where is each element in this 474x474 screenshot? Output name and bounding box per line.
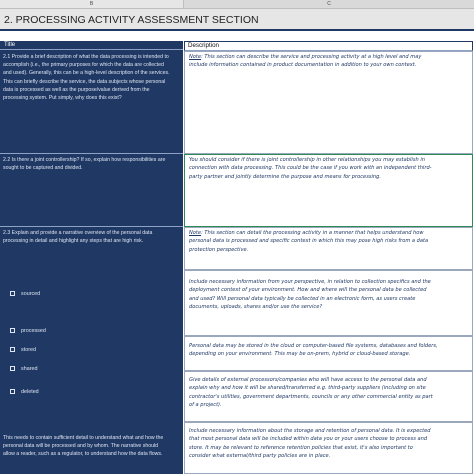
checkbox-icon bbox=[10, 328, 15, 333]
bullet-sourced: sourced bbox=[10, 291, 40, 298]
row-2-2-description-cell[interactable] bbox=[184, 154, 473, 227]
row-2-1-title-line: This can briefly describe the service, the data subjects whose personal bbox=[3, 78, 166, 85]
sharing-description-line: of a project). bbox=[189, 402, 222, 409]
narrative-guidance-line: personal data will be processed and by whom. The narrative should bbox=[3, 443, 159, 450]
narrative-guidance-line: This needs to contain sufficient detail to understand what and how the bbox=[3, 435, 164, 441]
collection-description-line: deployment context of your environment. How and where will the personal data be collected bbox=[189, 287, 427, 294]
collection-description-line: documents, uploads, shares and/or use the service? bbox=[189, 304, 323, 311]
retention-description-line: that most personal data will be included within data you or your users choose to process and bbox=[189, 436, 428, 443]
retention-description-cell[interactable] bbox=[184, 422, 473, 474]
row-2-1-description-cell[interactable] bbox=[184, 51, 473, 154]
note-label: Note bbox=[189, 54, 202, 60]
bullet-stored: stored bbox=[10, 347, 36, 354]
storage-description-line: depending on your environment. This may be on-prem, hybrid or cloud-based storage. bbox=[189, 351, 411, 358]
column-header-b[interactable]: B bbox=[0, 0, 184, 9]
retention-description-line: store. It may be relevant to reference retention policies that exist, it's also important to bbox=[189, 444, 413, 451]
row-2-1-description-line: Note: This section can describe the service and processing activity at a high level and may bbox=[189, 54, 422, 60]
row-2-2-description-line: You should consider if there is joint controllership in other relationships you may establish in bbox=[189, 157, 425, 163]
retention-description-line: Include necessary information about the storage and retention of personal data. It is expected bbox=[189, 428, 431, 434]
checkbox-icon bbox=[10, 347, 15, 352]
row-2-1-title-line: processing system. Put simply, why does this exist? bbox=[3, 95, 122, 102]
row-2-2-title-line: sought to be captured and divided. bbox=[3, 165, 83, 172]
checkbox-icon bbox=[10, 389, 15, 394]
row-2-3-description-line: personal data is processed and specific context in which this may pose high risks from a data bbox=[189, 238, 429, 245]
row-2-3-description-cell[interactable] bbox=[184, 227, 473, 270]
collection-description-line: and used? Will personal data typically be collected in an electronic form, as users create bbox=[189, 295, 416, 302]
sharing-description-cell[interactable] bbox=[184, 371, 473, 422]
section-title[interactable]: 2. PROCESSING ACTIVITY ASSESSMENT SECTION bbox=[0, 9, 474, 31]
row-2-2-description-line: party partner and jointly determine the purpose and means for processing. bbox=[189, 173, 381, 180]
note-label: Note bbox=[189, 230, 202, 236]
row-2-2-title-line: 2.2 Is there a joint controllership? If so, explain how responsibilities are bbox=[3, 157, 166, 163]
row-2-1-title-line: 2.1 Provide a brief description of what the data processing is intended to bbox=[3, 54, 169, 60]
bullet-processed: processed bbox=[10, 328, 46, 335]
row-2-3-title-line: processing in detail and highlight any steps that are high risk. bbox=[3, 238, 144, 245]
sharing-description-line: Give details of external processors/companies who will have access to the personal data and bbox=[189, 377, 427, 383]
collection-description-cell[interactable] bbox=[184, 270, 473, 336]
checkbox-icon bbox=[10, 291, 15, 296]
row-2-2-title-cell[interactable] bbox=[0, 154, 183, 227]
retention-description-line: consider what external/third party policies are in place. bbox=[189, 453, 331, 460]
spacer-row bbox=[0, 33, 474, 41]
narrative-guidance-text bbox=[0, 432, 183, 474]
collection-description-line: Include necessary information from your perspective, in relation to collection specifics and the bbox=[189, 279, 431, 285]
row-2-3-description-line: protection perspective. bbox=[189, 246, 249, 253]
title-column-header[interactable]: Title bbox=[0, 41, 183, 50]
row-2-2-description-line: connection with data processing. This could be the case if you work with an independent third- bbox=[189, 165, 432, 172]
storage-description-line: Personal data may be stored in the cloud or computer-based file systems, databases and folders, bbox=[189, 343, 438, 349]
row-2-1-title-line: accomplish (i.e., the primary purposes for which the data are collected bbox=[3, 62, 164, 69]
narrative-guidance-line: allow a reader, such as a regulator, to understand how the data flows. bbox=[3, 451, 163, 458]
column-header-c[interactable]: C bbox=[184, 0, 474, 9]
description-column-header[interactable]: Description bbox=[184, 41, 473, 51]
bullet-shared: shared bbox=[10, 366, 37, 373]
row-2-1-title-cell[interactable] bbox=[0, 51, 183, 154]
checkbox-icon bbox=[10, 366, 15, 371]
row-2-1-title-line: and used). Generally, this can be a high-level description of the services. bbox=[3, 70, 170, 77]
sharing-description-line: contractor's utilities, government departments, councils or any other commercial entity as part bbox=[189, 393, 433, 400]
row-2-1-description-line: include information contained in product documentation in addition to your own context. bbox=[189, 62, 417, 69]
sharing-description-line: explain why and how it will be shared/transferred e.g. third-party suppliers (including on site bbox=[189, 385, 426, 392]
storage-description-cell[interactable] bbox=[184, 336, 473, 371]
bullet-deleted: deleted bbox=[10, 389, 39, 396]
row-2-1-title-line: data is processed as well as the purpose/value derived from the bbox=[3, 86, 150, 93]
row-2-3-title-line: 2.3 Explain and provide a narrative overview of the personal data bbox=[3, 230, 153, 236]
row-2-3-description-line: Note: This section can detail the processing activity in a manner that helps understand how bbox=[189, 230, 424, 236]
